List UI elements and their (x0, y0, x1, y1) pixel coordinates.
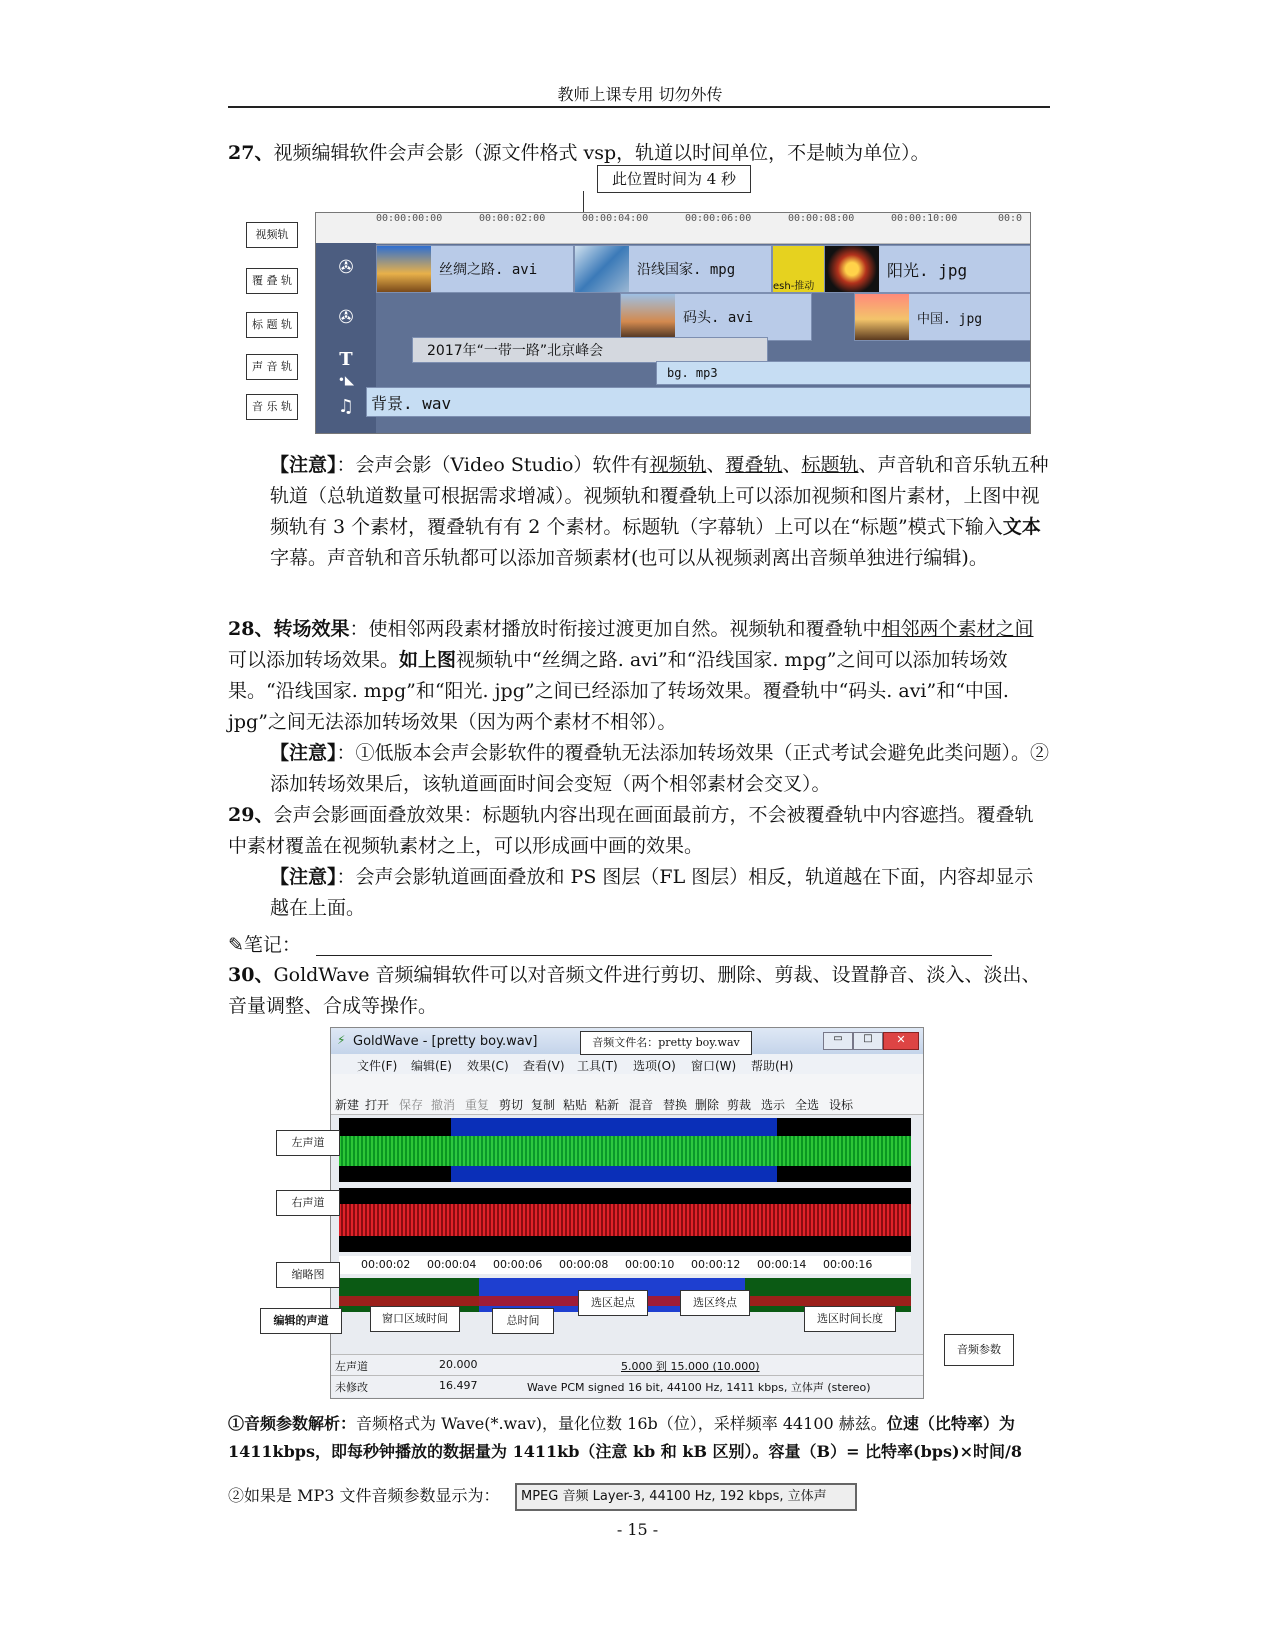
clip-thumbnail (377, 246, 431, 292)
item-number: 27、 (228, 142, 274, 164)
label-video-track: 视频轨 (246, 222, 298, 248)
goldwave-logo-icon: ⚡ (337, 1033, 346, 1047)
clip-label: 中国. jpg (917, 311, 983, 327)
note-label: 【注意】 (270, 454, 337, 476)
tool-undo[interactable]: 撤消 (431, 1098, 456, 1112)
note-label: 【注意】 (270, 742, 337, 764)
tool-open[interactable]: 打开 (365, 1098, 390, 1112)
item-text: 会声会影画面叠放效果：标题轨内容出现在画面最前方，不会被覆叠轨中内容遮挡。覆叠轨中素材覆盖在视频轨素材之上，可以形成画中画的效果。 (228, 804, 1034, 857)
time-tick: 00:00:08 (559, 1258, 609, 1271)
tool-mix[interactable]: 混音 (629, 1098, 654, 1112)
tool-copy[interactable]: 复制 (531, 1098, 556, 1112)
term-above: 如上图 (399, 649, 457, 671)
tool-select-all[interactable]: 全选 (795, 1098, 820, 1112)
status-format: Wave PCM signed 16 bit, 44100 Hz, 1411 kbps, 立体声 (stereo) (527, 1381, 871, 1394)
menu-effects[interactable]: 效果(C) (467, 1059, 509, 1073)
callout-selection-length: 选区时间长度 (804, 1306, 896, 1332)
ruler-tick: 00:0 (998, 213, 1023, 224)
ruler-tick: 00:00:08:00 (788, 213, 855, 224)
window-title: GoldWave - [pretty boy.wav] (353, 1034, 538, 1049)
explanation-text: 音频格式为 Wave(*.wav)，量化位数 16b（位），采样频率 44100 赫兹。 (356, 1414, 887, 1433)
menu-help[interactable]: 帮助(H) (751, 1059, 794, 1073)
video-editor-timeline (315, 212, 1031, 434)
callout-selection-end: 选区终点 (680, 1290, 750, 1316)
time-axis (339, 1256, 911, 1274)
menu-edit[interactable]: 编辑(E) (411, 1059, 452, 1073)
menu-tools[interactable]: 工具(T) (577, 1059, 618, 1073)
clip-thumbnail (825, 246, 879, 292)
item-number: 30、 (228, 964, 274, 986)
clip-label: 沿线国家. mpg (637, 262, 736, 278)
term-overlay-track: 覆叠轨 (725, 454, 783, 476)
status-total-time: 16.497 (439, 1379, 478, 1392)
clip-transition[interactable] (772, 245, 826, 293)
status-window-time: 20.000 (439, 1358, 478, 1371)
tool-paste-new[interactable]: 粘新 (595, 1098, 620, 1112)
callout-total-time: 总时间 (492, 1308, 554, 1334)
item-29 (228, 800, 1050, 862)
page-number: - 15 - (616, 1520, 659, 1539)
tool-save[interactable]: 保存 (399, 1098, 424, 1112)
clip-silk-road[interactable] (376, 245, 574, 293)
term-text: 文本 (1002, 516, 1041, 538)
clip-bg-mp3[interactable] (656, 361, 1031, 385)
callout-overview: 缩略图 (276, 1262, 340, 1288)
item-text: ：使相邻两段素材播放时衔接过渡更加自然。视频轨和覆叠轨中 (349, 618, 882, 640)
notes-label: 笔记： (243, 934, 301, 956)
clip-dock[interactable] (620, 293, 812, 341)
explanation-label: ①音频参数解析： (228, 1414, 357, 1433)
term-adjacent: 相邻两个素材之间 (881, 618, 1034, 640)
close-button[interactable]: ✕ (883, 1032, 919, 1050)
item-text: GoldWave 音频编辑软件可以对音频文件进行剪切、删除、剪裁、设置静音、淡入、淡出、音量调整、合成等操作。 (228, 964, 1041, 1017)
item-text: 视频轨中“丝绸之路. avi”和“沿线国家. mpg”之间可以添加转场效果。“沿线国家. mpg”和“阳光. jpg”之间已经添加了转场效果。覆叠轨中“码头. avi”和“中国. jpg”之间无法添加转场效果（因为两个素材不相邻）。 (228, 649, 1009, 733)
note-text: ：会声会影轨道画面叠放和 PS 图层（FL 图层）相反，轨道越在下面，内容却显示越在上面。 (270, 866, 1034, 919)
item-number: 29、 (228, 804, 274, 826)
ruler-tick: 00:00:02:00 (479, 213, 546, 224)
maximize-button[interactable]: □ (853, 1032, 883, 1050)
note-transition (270, 738, 1050, 800)
tool-replace[interactable]: 替换 (663, 1098, 688, 1112)
toolbar (331, 1074, 923, 1115)
tool-trim[interactable]: 剪裁 (727, 1098, 752, 1112)
overlay-reel-icon[interactable]: ✇ (338, 307, 354, 328)
clip-label: bg. mp3 (667, 366, 718, 380)
callout-window-time: 窗口区域时间 (370, 1306, 460, 1332)
clip-thumbnail (621, 294, 675, 340)
callout-file-name: 音频文件名：pretty boy.wav (580, 1031, 752, 1055)
item-number: 28、 (228, 618, 274, 640)
callout-edit-channel: 编辑的声道 (260, 1308, 342, 1334)
title-t-icon[interactable]: T (339, 349, 353, 370)
time-tick: 00:00:10 (625, 1258, 675, 1271)
item-text: 可以添加转场效果。 (228, 649, 400, 671)
callout-selection-start: 选区起点 (578, 1290, 648, 1316)
callout-right-channel: 右声道 (276, 1190, 340, 1216)
tool-delete[interactable]: 删除 (695, 1098, 720, 1112)
clip-label: 丝绸之路. avi (439, 262, 538, 278)
left-channel-waveform[interactable] (339, 1118, 911, 1182)
clip-thumbnail (855, 294, 909, 340)
term-transition: 转场效果 (273, 618, 350, 640)
music-note-icon[interactable]: ♫ (337, 396, 355, 417)
clip-bg-wav[interactable] (366, 387, 1031, 417)
clip-label: 2017年“一带一路”北京峰会 (427, 343, 604, 359)
clip-thumbnail (575, 246, 629, 292)
status-modified: 未修改 (335, 1381, 368, 1394)
tool-cut[interactable]: 剪切 (499, 1098, 524, 1112)
clip-title-text[interactable] (412, 337, 768, 363)
menu-view[interactable]: 查看(V) (523, 1059, 565, 1073)
term-video-track: 视频轨 (649, 454, 707, 476)
waveform-green (339, 1136, 911, 1166)
time-tick: 00:00:16 (823, 1258, 873, 1271)
tool-redo[interactable]: 重复 (465, 1098, 490, 1112)
clip-label: 阳光. jpg (887, 260, 968, 280)
menu-options[interactable]: 选项(O) (633, 1059, 676, 1073)
ruler-tick: 00:00:06:00 (685, 213, 752, 224)
menu-file[interactable]: 文件(F) (357, 1059, 398, 1073)
term-title-track: 标题轨 (801, 454, 859, 476)
item-28 (228, 614, 1050, 738)
pencil-icon: ✎ (228, 934, 244, 956)
mp3-intro: ②如果是 MP3 文件音频参数显示为： (228, 1486, 500, 1505)
notes-row (228, 930, 301, 961)
status-selection: 5.000 到 15.000 (10.000) (621, 1360, 760, 1373)
time-tick: 00:00:04 (427, 1258, 477, 1271)
clip-label: 背景. wav (371, 393, 452, 413)
right-channel-waveform[interactable] (339, 1188, 911, 1252)
note-text: 、声音轨和音乐轨五种轨道（总轨道数量可根据需求增减）。视频轨和覆叠轨上可以添加视频和图片素材，上图中视频轨有 3 个素材，覆叠轨有有 2 个素材。标题轨（字幕轨）上可以在“标题”模式下输入 (270, 454, 1049, 538)
note-tracks (270, 450, 1050, 574)
menu-window[interactable]: 窗口(W) (691, 1059, 737, 1073)
tool-new[interactable]: 新建 (335, 1098, 360, 1112)
note-text: ：会声会影（Video Studio）软件有 (336, 454, 650, 476)
separator: 、 (782, 454, 802, 476)
callout-left-channel: 左声道 (276, 1130, 340, 1156)
clip-label: 码头. avi (683, 310, 754, 326)
waveform-red (339, 1204, 911, 1236)
header-rule (228, 106, 1050, 108)
clip-china[interactable] (854, 293, 1031, 341)
item-text: 视频编辑软件会声会影（源文件格式 vsp，轨道以时间单位，不是帧为单位）。 (273, 142, 930, 164)
explanation-bitrate: 位速（比特率）为 1411kbps，即每秒钟播放的数据量为 1411kb（注意 kb 和 kB 区别）。容量（B）= 比特率(bps)×时间/8 (228, 1414, 1022, 1461)
callout-time: 此位置时间为 4 秒 (597, 165, 751, 193)
status-bar-bottom (331, 1375, 923, 1397)
time-tick: 00:00:12 (691, 1258, 741, 1271)
page-header: 教师上课专用 切勿外传 (557, 85, 723, 104)
note-text: ：①低版本会声会影软件的覆叠轨无法添加转场效果（正式考试会避免此类问题）。②添加转场效果后，该轨道画面时间会变短（两个相邻素材会交叉）。 (270, 742, 1050, 795)
tool-set-marker[interactable]: 设标 (829, 1098, 854, 1112)
label-music-track: 音 乐 轨 (246, 394, 298, 420)
ruler-tick: 00:00:10:00 (891, 213, 958, 224)
separator: 、 (706, 454, 726, 476)
voice-icon[interactable]: •◣ (337, 373, 355, 387)
time-tick: 00:00:06 (493, 1258, 543, 1271)
label-voice-track: 声 音 轨 (246, 354, 298, 380)
timeline-ruler[interactable] (316, 213, 1030, 244)
clip-sunshine[interactable] (824, 245, 1031, 293)
menu-bar (331, 1054, 923, 1074)
time-tick: 00:00:02 (361, 1258, 411, 1271)
film-reel-icon[interactable]: ✇ (338, 257, 354, 278)
callout-audio-params: 音频参数 (944, 1334, 1014, 1366)
clip-route-countries[interactable] (574, 245, 772, 293)
notes-line[interactable] (316, 955, 992, 956)
label-title-track: 标 题 轨 (246, 312, 298, 338)
minimize-button[interactable]: ▭ (823, 1032, 853, 1050)
note-stacking (270, 862, 1050, 924)
goldwave-window (330, 1027, 924, 1399)
ruler-tick: 00:00:00:00 (376, 213, 443, 224)
note-label: 【注意】 (270, 866, 337, 888)
status-channel[interactable]: 左声道 (335, 1360, 368, 1373)
status-bar-top (331, 1354, 923, 1376)
mp3-params-box: MPEG 音频 Layer-3, 44100 Hz, 192 kbps, 立体声 (515, 1483, 857, 1511)
tool-show-selection[interactable]: 选示 (761, 1098, 786, 1112)
label-overlay-track: 覆 叠 轨 (246, 268, 298, 294)
clip-label: esh-推动 (773, 281, 815, 292)
ruler-tick: 00:00:04:00 (582, 213, 649, 224)
note-text: 字幕。声音轨和音乐轨都可以添加音频素材(也可以从视频剥离出音频单独进行编辑)。 (270, 547, 988, 569)
tool-paste[interactable]: 粘贴 (563, 1098, 588, 1112)
time-tick: 00:00:14 (757, 1258, 807, 1271)
audio-params-explanation (228, 1410, 1050, 1466)
item-30 (228, 960, 1050, 1022)
